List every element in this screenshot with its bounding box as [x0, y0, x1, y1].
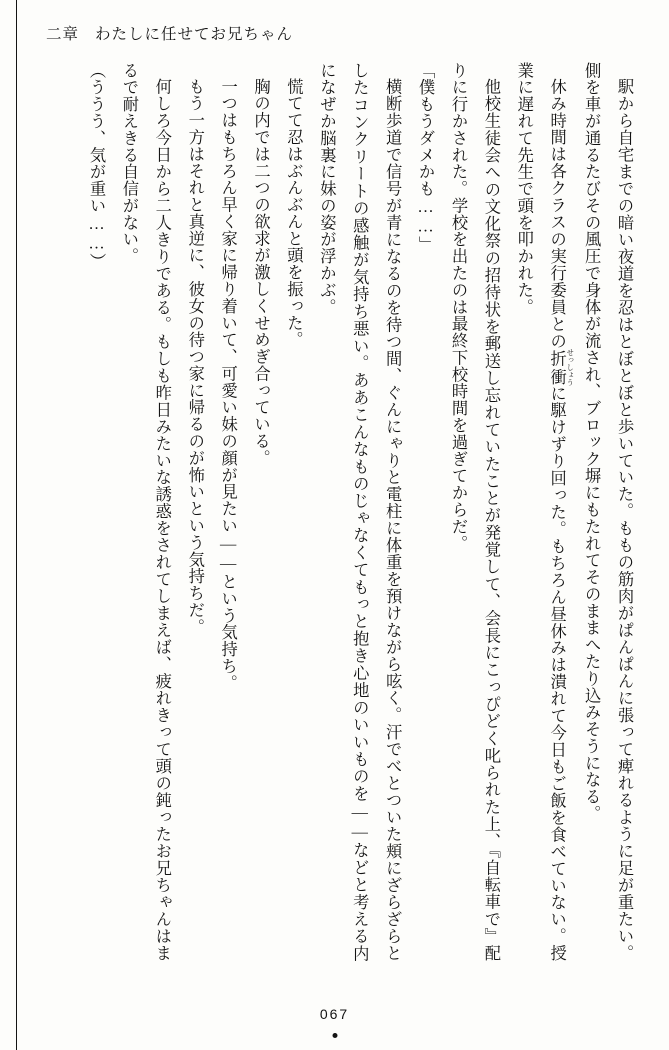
page-number: 067: [319, 1006, 350, 1022]
paragraph: 何しろ今日から二人きりである。もしも昨日みたいな誘惑をされてしまえば、疲れきって頭の鈍ったお兄ちゃんはまるで耐えきる自信がない。: [119, 62, 172, 962]
paragraph: もう一方はそれと真逆に、彼女の待つ家に帰るのが怖いという気持ちだ。: [185, 78, 205, 636]
paragraph-inner-monologue: （ううう、気が重い……）: [87, 62, 106, 271]
paragraph: 休み時間は各クラスの実行委員との折衝 せっしょうに駆けずり回った。もちろん昼休みは潰れて今日もご飯を食べていない。授業に遅れて先生で頭を叩かれた。: [514, 62, 575, 962]
paragraph: 慌てて忍はぶんぶんと頭を振った。: [284, 78, 304, 349]
paragraph: 胸の内では二つの欲求が激しくせめぎ合っている。: [251, 78, 271, 467]
paragraph: 横断歩道で信号が青になるのを待つ間、ぐんにゃりと電柱に体重を預けながら呟く。汗でべとついた頬にざらざらとしたコンクリートの感触が気持ち悪い。ああこんなものじゃなくてもっと抱き心地のいいものを――などと考える内になぜか脳裏に妹の姿が浮かぶ。: [317, 62, 403, 962]
paragraph-dialogue: 「僕もうダメかも……」: [416, 62, 436, 254]
ruby-annotation: 折衝 せっしょう: [547, 348, 575, 386]
paragraph: 他校生徒会への文化祭の招待状を郵送し忘れていたことが発覚して、会長にこっぴどく叱られた上、『自転車で』配りに行かされた。学校を出たのは最終下校時間を過ぎてからだ。: [448, 62, 501, 962]
running-header: [46, 22, 293, 44]
chapter-title: わたしに任せてお兄ちゃん: [95, 26, 294, 43]
chapter-number: 二章: [46, 26, 80, 43]
page-spine-rule: [16, 0, 17, 1050]
body-text: [40, 62, 640, 962]
paragraph: 一つはもちろん早く家に帰り着いて、可愛い妹の顔が見たい――という気持ち。: [218, 78, 238, 692]
folio-dot-ornament: [332, 1033, 337, 1038]
paragraph: 駅から自宅までの暗い夜道を忍はとぼとぼと歩いていた。ももの筋肉がぱんぱんに張って痺れるように足が重たい。側を車が通るたびその風圧で身体が流され、ブロック塀にもたれてそのままへたり込みそうになる。: [582, 62, 634, 962]
